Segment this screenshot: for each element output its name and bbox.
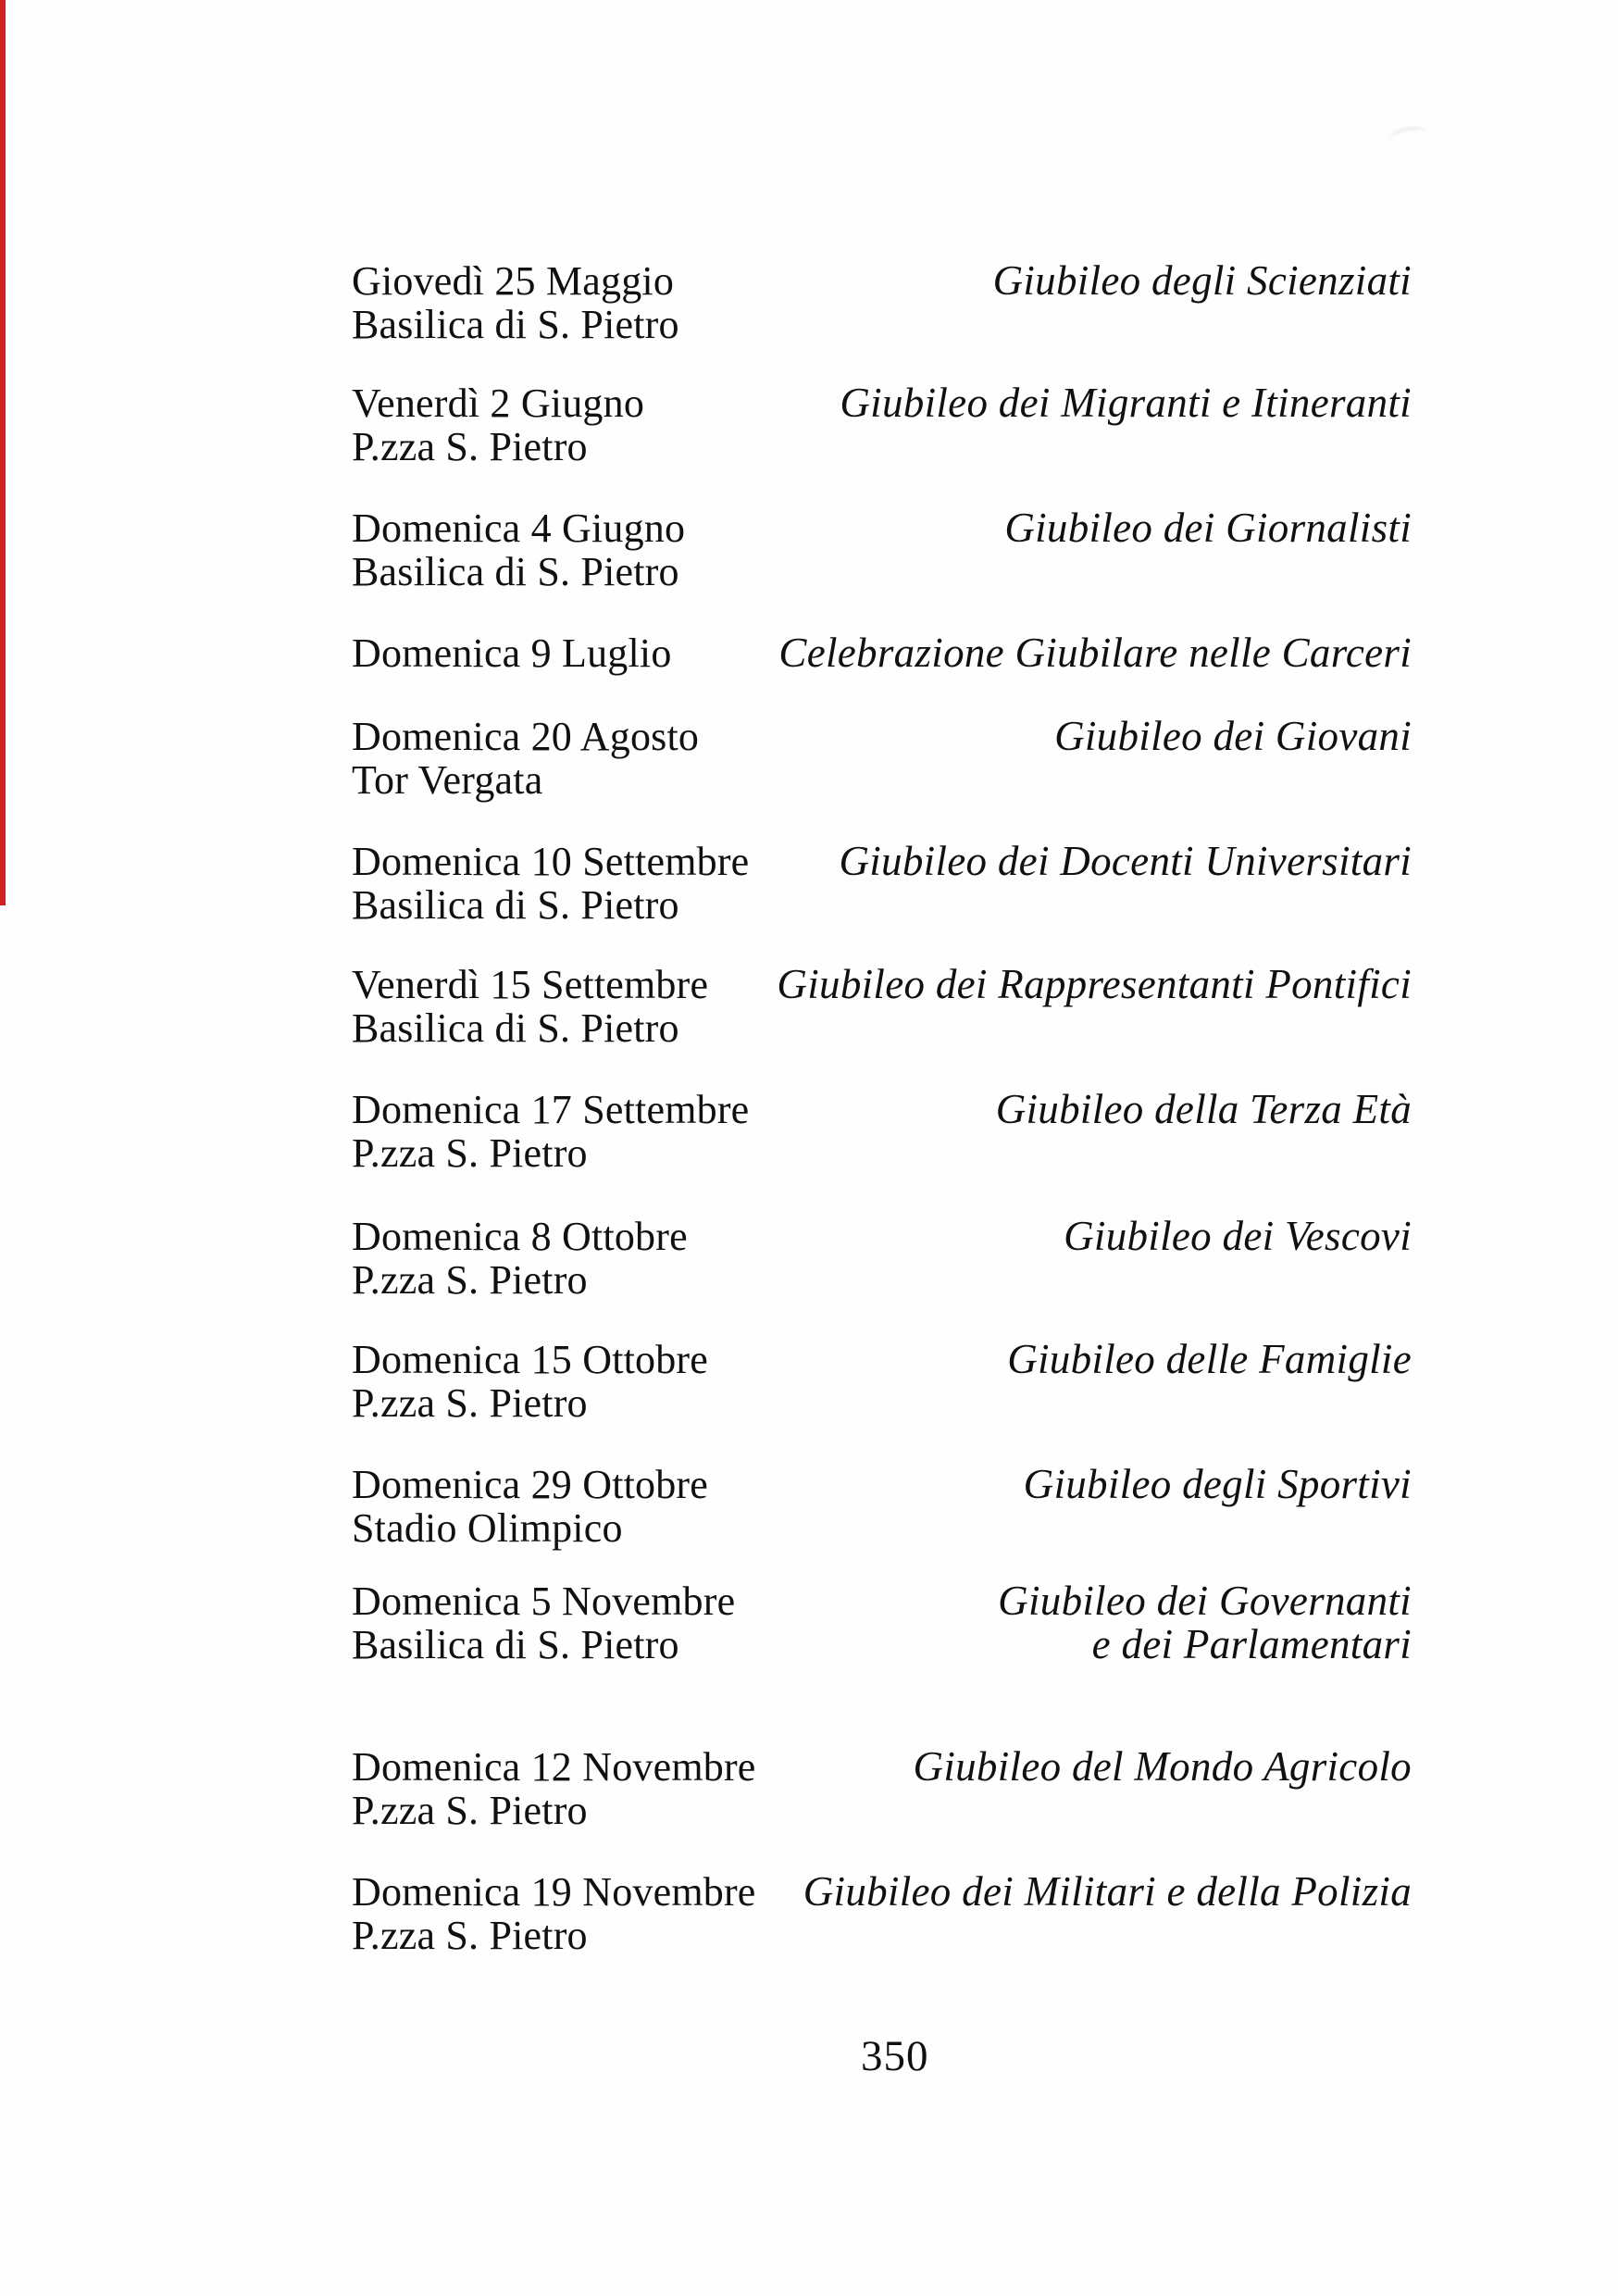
- event-location: P.zza S. Pietro: [352, 1913, 588, 1958]
- event-date: Domenica 19 Novembre: [352, 1869, 756, 1915]
- event-date: Domenica 20 Agosto: [352, 714, 700, 759]
- schedule-row-right: [579, 1463, 1412, 1506]
- event-name: Giubileo dei Rappresentanti Pontifici: [777, 961, 1412, 1007]
- schedule-row-right: [579, 1870, 1412, 1914]
- event-name: Giubileo delle Famiglie: [1007, 1336, 1412, 1382]
- scan-smudge: [1387, 124, 1428, 149]
- event-name: Giubileo del Mondo Agricolo: [913, 1743, 1412, 1790]
- event-date: Venerdì 15 Settembre: [352, 962, 709, 1007]
- event-location: Basilica di S. Pietro: [352, 302, 679, 347]
- event-name: Giubileo degli Sportivi: [1023, 1461, 1412, 1507]
- page-number: 350: [861, 2032, 929, 2080]
- schedule-row-right: [579, 963, 1412, 1006]
- event-date: Giovedì 25 Maggio: [352, 258, 675, 304]
- event-name: Giubileo dei Giornalisti: [1004, 505, 1412, 551]
- event-date: Domenica 10 Settembre: [352, 839, 750, 884]
- event-name: Celebrazione Giubilare nelle Carceri: [778, 630, 1412, 676]
- schedule-row-right: [579, 1338, 1412, 1381]
- event-date: Domenica 5 Novembre: [352, 1578, 736, 1624]
- event-location: P.zza S. Pietro: [352, 1130, 588, 1176]
- event-date: Domenica 17 Settembre: [352, 1087, 750, 1132]
- event-name: Giubileo dei Docenti Universitari: [839, 838, 1412, 884]
- schedule-row-right: [579, 715, 1412, 758]
- event-location: Stadio Olimpico: [352, 1505, 623, 1551]
- event-location: P.zza S. Pietro: [352, 424, 588, 469]
- event-name-line2: e dei Parlamentari: [1091, 1621, 1412, 1667]
- schedule-row-right: [579, 840, 1412, 883]
- event-date: Domenica 12 Novembre: [352, 1744, 756, 1790]
- event-location: Basilica di S. Pietro: [352, 1005, 679, 1051]
- event-name: Giubileo dei Migranti e Itineranti: [840, 380, 1412, 426]
- event-date: Domenica 8 Ottobre: [352, 1214, 688, 1259]
- event-location: Basilica di S. Pietro: [352, 1622, 679, 1667]
- schedule-row-right: [579, 1088, 1412, 1131]
- red-margin-strip: [0, 0, 6, 905]
- event-date: Venerdì 2 Giugno: [352, 381, 645, 426]
- event-name: Giubileo dei Giovani: [1054, 713, 1412, 759]
- event-location: Basilica di S. Pietro: [352, 882, 679, 928]
- event-location: Tor Vergata: [352, 757, 543, 803]
- schedule-row-right: [579, 506, 1412, 550]
- event-name: Giubileo degli Scienziati: [992, 257, 1412, 304]
- event-name: Giubileo dei Governanti: [998, 1578, 1412, 1624]
- event-date: Domenica 4 Giugno: [352, 505, 686, 551]
- schedule-row-right: [579, 1745, 1412, 1789]
- event-location: P.zza S. Pietro: [352, 1257, 588, 1303]
- schedule-row-right: [579, 381, 1412, 425]
- event-date: Domenica 9 Luglio: [352, 630, 672, 676]
- schedule-row-right: [579, 1215, 1412, 1258]
- schedule-row-right: [579, 631, 1412, 675]
- event-location: P.zza S. Pietro: [352, 1788, 588, 1833]
- event-name: Giubileo della Terza Età: [995, 1086, 1412, 1132]
- event-date: Domenica 15 Ottobre: [352, 1337, 709, 1382]
- event-location: P.zza S. Pietro: [352, 1380, 588, 1426]
- event-location: Basilica di S. Pietro: [352, 549, 679, 594]
- event-name: Giubileo dei Vescovi: [1064, 1213, 1412, 1259]
- schedule-row-right: [579, 259, 1412, 303]
- event-name: Giubileo dei Militari e della Polizia: [803, 1868, 1412, 1915]
- event-date: Domenica 29 Ottobre: [352, 1462, 709, 1507]
- schedule-row-right: [579, 1579, 1412, 1666]
